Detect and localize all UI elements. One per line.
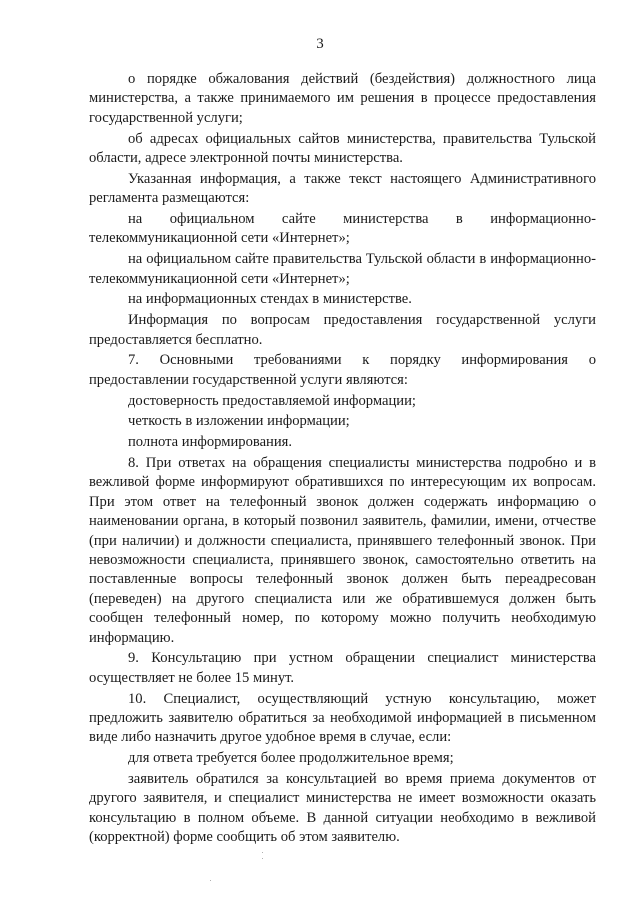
paragraph: достоверность предоставляемой информации; (128, 392, 416, 409)
document-body (89, 70, 596, 848)
paragraph: на официальном сайте правительства Тульской области в информационно-телекоммуникационной сети «Интернет»; (89, 251, 596, 287)
paragraph: полнота информирования. (128, 434, 293, 451)
page-number: 3 (316, 36, 324, 52)
paragraph: на информационных стендах в министерстве. (128, 291, 412, 308)
paragraph: на официальном сайте министерства в информационно-телекоммуникационной сети «Интернет»; (89, 211, 596, 247)
scan-speck (262, 852, 263, 853)
scan-speck (262, 858, 263, 859)
paragraph: 8. При ответах на обращения специалисты министерства подробно и в вежливой форме информируют обратившихся по интересующим их вопросам. При этом ответ на телефонный звонок должен содержать информацию о наименовании органа, в который позвонил заявитель, фамилии, имени, отчестве (при наличии) и должности специалиста, принявшего телефонный звонок. При невозможности специалиста, принявшего звонок, самостоятельно ответить на поставленные вопросы телефонный звонок должен быть переадресован (переведен) на другого специалиста или же обратившемуся должен быть сообщен телефонный номер, по которому можно получить необходимую информацию. (89, 455, 596, 646)
paragraph: четкость в изложении информации; (128, 413, 350, 430)
paragraph: 10. Специалист, осуществляющий устную консультацию, может предложить заявителю обратиться за необходимой информацией в письменном виде либо назначить другое удобное время в случае, если: (89, 690, 596, 746)
paragraph: об адресах официальных сайтов министерства, правительства Тульской области, адресе электронной почты министерства. (89, 130, 596, 167)
paragraph: о порядке обжалования действий (бездействия) должностного лица министерства, а также принимаемого им решения в процессе предоставления государственной услуги; (89, 71, 596, 126)
paragraph: 9. Консультацию при устном обращении специалист министерства осуществляет не более 15 минут. (89, 650, 596, 686)
paragraph: 7. Основными требованиями к порядку информирования о предоставлении государственной услуги являются: (89, 352, 596, 388)
paragraph: для ответа требуется более продолжительное время; (128, 750, 454, 767)
paragraph: заявитель обратился за консультацией во время приема документов от другого заявителя, и специалист министерства не имеет возможности оказать консультацию в полном объеме. В данной ситуации необходимо в вежливой (корректной) форме сообщить об этом заявителю. (89, 771, 596, 846)
paragraph: Информация по вопросам предоставления государственной услуги предоставляется бесплатно. (89, 312, 596, 348)
scan-speck (210, 880, 211, 881)
paragraph: Указанная информация, а также текст настоящего Административного регламента размещаются: (89, 170, 596, 207)
